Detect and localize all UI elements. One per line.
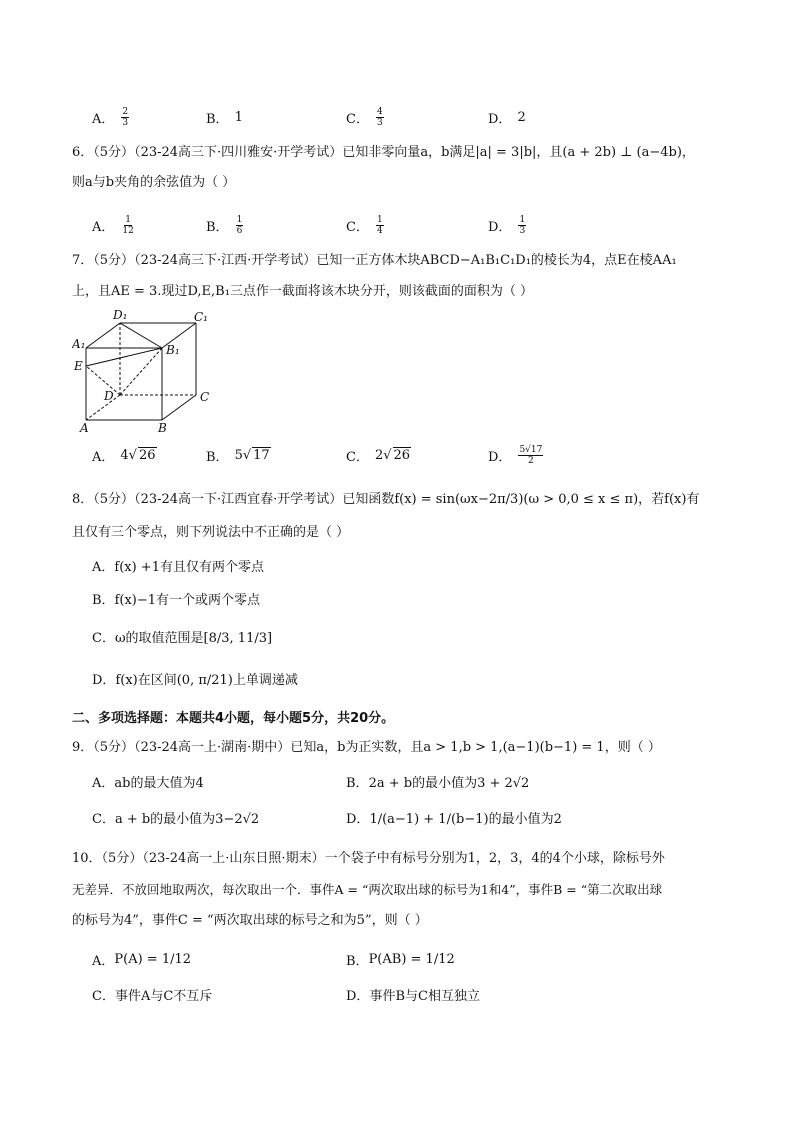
q9-option-a: A． ab的最大值为4 xyxy=(92,775,204,791)
q7-option-c: C． 2 √ 26 xyxy=(346,447,411,465)
q9-options-row1 xyxy=(92,768,732,794)
line-de xyxy=(86,366,120,395)
q10-option-a: A． P(A) = 1/12 xyxy=(92,951,192,969)
q7-option-b: B． 5 √ 17 xyxy=(206,447,270,465)
fraction: $\frac{2}{3}$ xyxy=(122,106,129,128)
q7-options xyxy=(92,442,732,468)
fraction: $\frac{4}{3}$ xyxy=(376,106,383,128)
section-heading: 二、多项选择题：本题共4小题，每小题5分，共20分。 xyxy=(72,711,395,726)
q8-option-b: B．f(x)−1有一个或两个零点 xyxy=(92,593,261,608)
cube-figure xyxy=(72,305,222,433)
label-c: C xyxy=(200,390,210,404)
label-b: B xyxy=(158,421,167,433)
q8-option-c: C．ω的取值范围是[8/3, 11/3] xyxy=(92,631,273,646)
q5-option-d: D． 2 xyxy=(488,109,526,127)
q8-stem-line1: 8．（5分）（23-24高一下·江西宜春·开学考试）已知函数f(x) = sin(ωx−2π/3)(ω > 0,0 ≤ x ≤ π)，若f(x)有 xyxy=(72,492,700,507)
fraction: $\frac{5√17}{2}$ xyxy=(519,444,543,466)
fraction: $\frac{1}{6}$ xyxy=(236,214,243,236)
q7-stem-line2: 上，且AE = 3.现过D,E,B₁三点作一截面将该木块分开，则该截面的面积为（ ） xyxy=(72,284,534,299)
q10-stem-line3: 的标号为4”，事件C = “两次取出球的标号之和为5”，则（ ） xyxy=(72,913,428,928)
label-d1: D₁ xyxy=(113,308,128,322)
q10-option-d: D． 事件B与C相互独立 xyxy=(346,988,480,1004)
label-a1: A₁ xyxy=(72,337,86,351)
label-b1: B₁ xyxy=(166,343,180,357)
edge-bc xyxy=(162,395,196,420)
q9-stem-line1: 9．（5分）（23-24高一上·湖南·期中）已知a，b为正实数，且a > 1,b > 1,(a−1)(b−1) = 1，则（ ） xyxy=(72,740,661,755)
fraction: $\frac{1}{3}$ xyxy=(519,214,526,236)
fraction: $\frac{1}{12}$ xyxy=(122,214,134,236)
label-a: A xyxy=(80,421,89,433)
q5-option-b: B． 1 xyxy=(206,109,243,127)
q5-option-c: C． $\frac{4}{3}$ xyxy=(346,106,383,128)
q10-options-row2 xyxy=(92,981,732,1007)
q10-stem-line1: 10．（5分）（23-24高一上·山东日照·期末）一个袋子中有标号分别为1，2，3，4的4个小球，除标号外 xyxy=(72,851,665,866)
q6-stem-line2: 则a与b夹角的余弦值为（ ） xyxy=(72,175,236,190)
label-c1: C₁ xyxy=(194,310,208,324)
q7-stem-line1: 7．（5分）（23-24高三下·江西·开学考试）已知一正方体木块ABCD−A₁B₁C₁D₁的棱长为4，点E在棱AA₁ xyxy=(72,253,677,268)
label-d: D xyxy=(104,389,114,403)
q9-option-b: B． 2a + b的最小值为3 + 2√2 xyxy=(346,775,530,791)
edge-d1a1 xyxy=(86,323,120,348)
q6-option-b: B． $\frac{1}{6}$ xyxy=(206,214,243,236)
q10-options-row1 xyxy=(92,946,732,972)
q6-stem-line1: 6．（5分）（23-24高三下·四川雅安·开学考试）已知非零向量a，b满足|a| = 3|b|，且(a + 2b) ⊥ (a−4b)， xyxy=(72,145,695,160)
q8-stem-line2: 且仅有三个零点，则下列说法中不正确的是（ ） xyxy=(72,525,350,540)
q6-option-a: A． $\frac{1}{12}$ xyxy=(92,214,134,236)
line-d1b1 xyxy=(120,323,162,348)
fraction: $\frac{1}{4}$ xyxy=(376,214,383,236)
edge-da xyxy=(86,395,120,420)
q5-option-a: A． $\frac{2}{3}$ xyxy=(92,106,129,128)
q10-option-b: B． P(AB) = 1/12 xyxy=(346,951,455,969)
q6-option-c: C． $\frac{1}{4}$ xyxy=(346,214,383,236)
line-eb1 xyxy=(86,348,162,366)
q6-option-d: D． $\frac{1}{3}$ xyxy=(488,214,526,236)
q10-option-c: C． 事件A与C不互斥 xyxy=(92,988,213,1004)
q7-option-a: A． 4 √ 26 xyxy=(92,447,156,465)
line-db1 xyxy=(120,348,162,395)
q7-option-d: D． $\frac{5√17}{2}$ xyxy=(488,444,543,466)
q9-options-row2 xyxy=(92,804,732,830)
q9-option-c: C． a + b的最小值为3−2√2 xyxy=(92,811,260,827)
label-e: E xyxy=(74,359,83,373)
q10-stem-line2: 无差异．不放回地取两次，每次取出一个．事件A = “两次取出球的标号为1和4”，事件B = “第二次取出球 xyxy=(72,882,663,897)
q8-option-d: D．f(x)在区间(0, π/21)上单调递减 xyxy=(92,673,298,688)
q6-options xyxy=(92,212,732,238)
q8-option-a: A．f(x) +1有且仅有两个零点 xyxy=(92,560,264,575)
q5-options xyxy=(92,104,732,130)
q9-option-d: D． 1/(a−1) + 1/(b−1)的最小值为2 xyxy=(346,811,562,827)
